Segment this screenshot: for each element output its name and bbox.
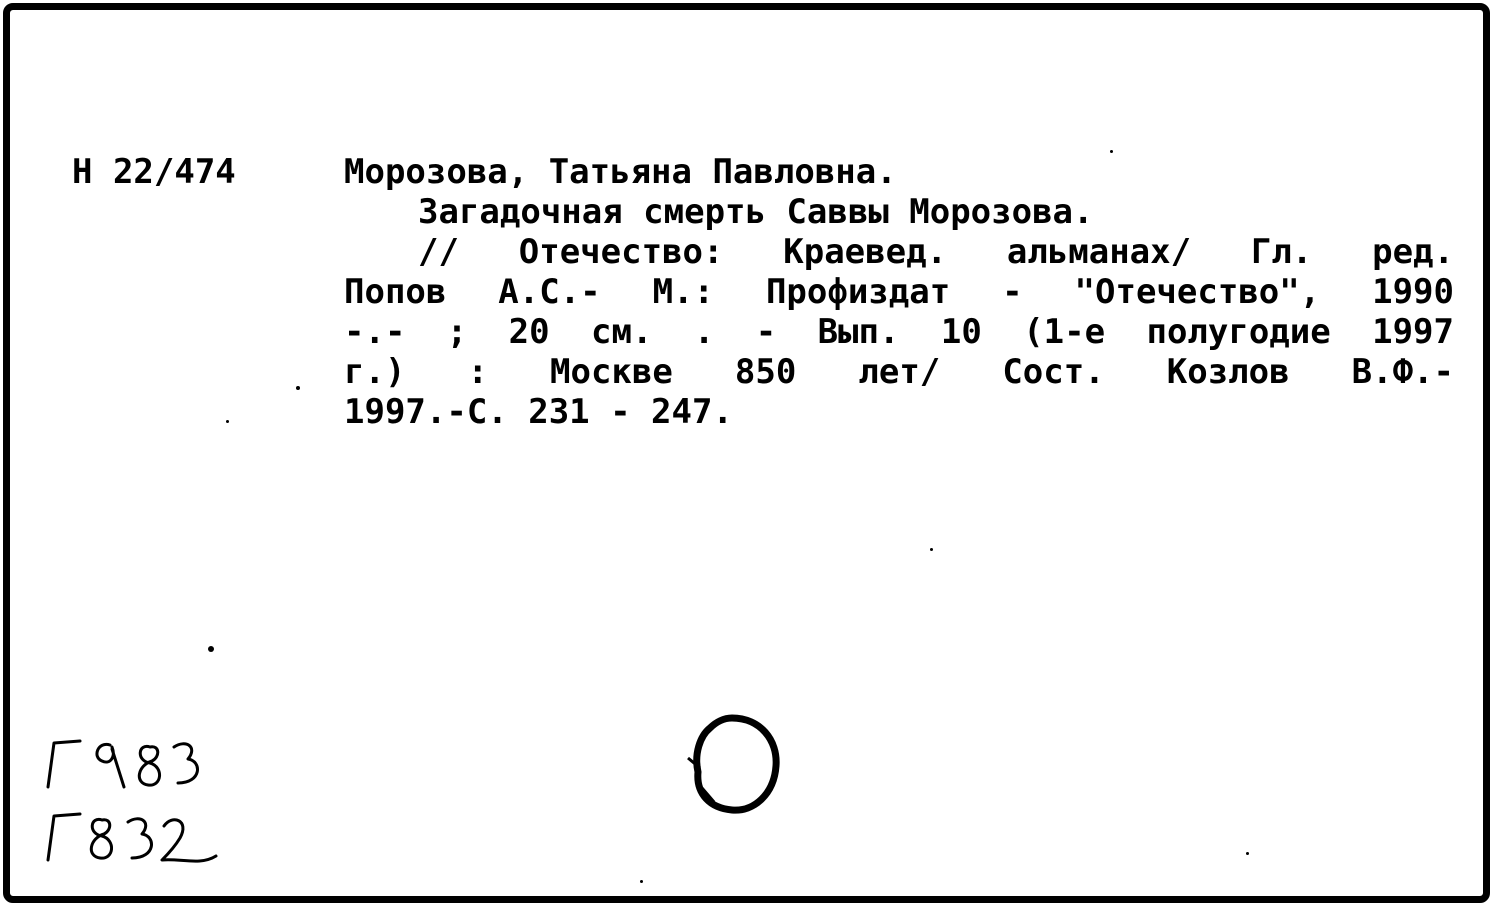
author-line: Морозова, Татьяна Павловна. [344, 152, 897, 192]
scan-speck [296, 386, 300, 390]
shelf-mark: Н 22/474 [72, 152, 236, 192]
title-line: Загадочная смерть Саввы Морозова. [418, 192, 1094, 232]
scan-speck [930, 548, 933, 551]
source-line-3: -.- ; 20 см. . - Вып. 10 (1-е полугодие 1997 [344, 312, 1454, 352]
punch-hole [680, 710, 785, 820]
scan-speck [640, 880, 643, 883]
scan-speck [226, 420, 229, 423]
source-line-5: 1997.-С. 231 - 247. [344, 392, 733, 432]
scan-speck [1110, 150, 1113, 153]
handwritten-code-1 [40, 735, 260, 805]
source-line-1: // Отечество: Краевед. альманах/ Гл. ред. [418, 232, 1454, 272]
handwritten-code-2 [40, 808, 260, 878]
scan-speck [1246, 852, 1249, 855]
source-line-2: Попов А.С.- М.: Профиздат - "Отечество", 1990 [344, 272, 1454, 312]
scan-speck [208, 646, 214, 652]
bibliographic-entry [344, 152, 1454, 432]
source-line-4: г.) : Москве 850 лет/ Сост. Козлов В.Ф.- [344, 352, 1454, 392]
